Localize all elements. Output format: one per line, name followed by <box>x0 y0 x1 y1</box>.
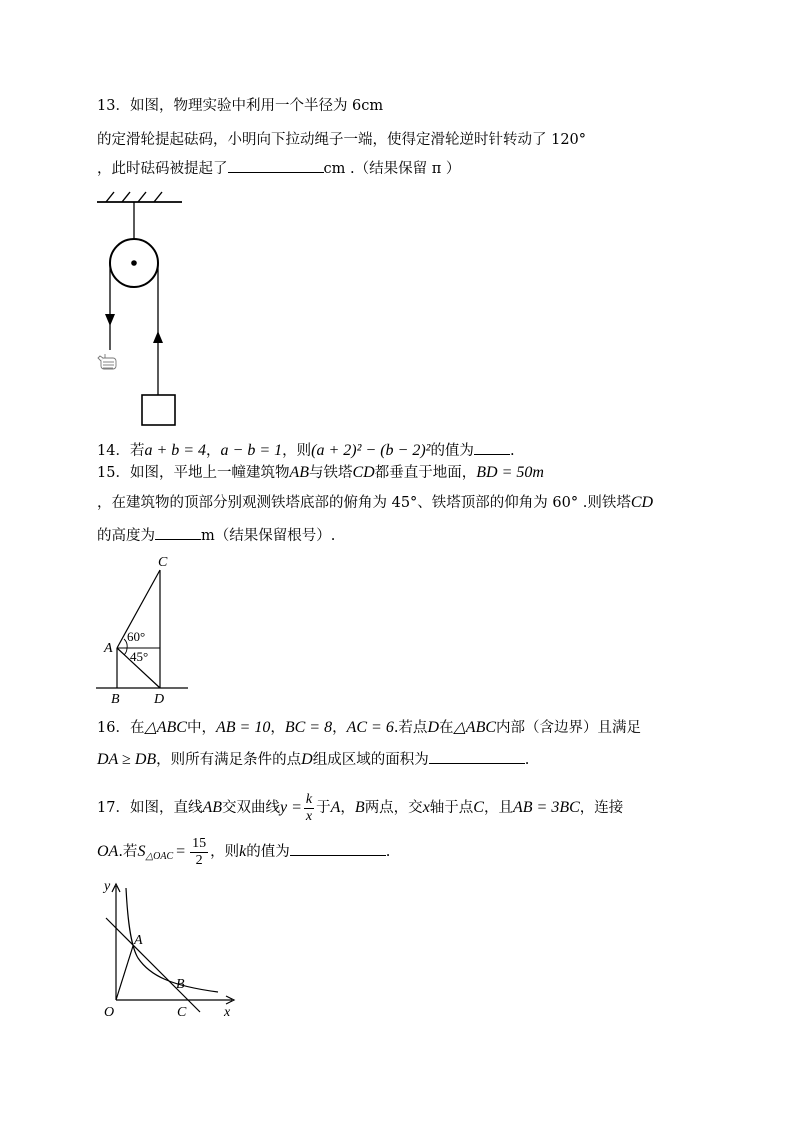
label-angle-60: 60° <box>127 629 146 644</box>
weight-box <box>142 395 175 425</box>
line-AB <box>106 918 200 1012</box>
label-D: D <box>154 692 165 707</box>
q17-answer-blank <box>290 841 386 856</box>
hyperbola-figure <box>94 878 244 1023</box>
label-O: O <box>104 1005 115 1020</box>
q14-answer-blank <box>474 440 510 455</box>
label-angle-45: 45° <box>130 649 149 664</box>
q17-line-1: 17．如图，直线AB交双曲线y = $\frac{k}{x}$ 于A，B两点，交x轴于点C，且AB = 3BC，连接 <box>97 791 624 824</box>
q13-number: 13． <box>97 98 130 114</box>
q17-number: 17． <box>97 800 130 816</box>
q16-number: 16． <box>97 720 130 736</box>
q16-line-1: 16．在△ABC中，AB = 10，BC = 8，AC = 6.若点D在△ABC内部（含边界）且满足 <box>97 719 642 736</box>
segment-OA <box>116 946 133 1000</box>
q15-line-2: ，在建筑物的顶部分别观测铁塔底部的俯角为 45°、铁塔顶部的仰角为 60° .则铁塔CD <box>97 494 654 511</box>
label-y: y <box>104 879 111 894</box>
label-C: C <box>177 1005 187 1020</box>
angle-arc-45 <box>124 648 127 655</box>
q15-answer-blank <box>155 525 201 540</box>
pulley-figure <box>94 190 194 430</box>
ceiling-hatch <box>106 192 162 202</box>
arrow-down-icon <box>105 314 115 326</box>
label-A: A <box>104 641 113 656</box>
arrow-up-icon <box>153 331 163 343</box>
fraction-15-over-2: $\frac{15}{2}$ <box>192 835 207 868</box>
q17-line-2: OA.若$S_{\triangle OAC}$ = $\frac{15}{2}$ ，则k的值为 . <box>97 835 391 868</box>
label-A: A <box>134 933 143 948</box>
label-B: B <box>111 692 120 707</box>
label-B: B <box>176 977 185 992</box>
pulley-axle <box>131 260 137 266</box>
q13-line-3: ，此时砝码被提起了 cm .（结果保留 π ） <box>97 158 460 179</box>
label-C: C <box>158 555 168 570</box>
q15-number: 15． <box>97 465 130 481</box>
q14-number: 14． <box>97 443 130 459</box>
q13-line-2: 的定滑轮提起砝码，小明向下拉动绳子一端，使得定滑轮逆时针转动了 120° <box>97 132 587 148</box>
q13-line-1: 13．如图，物理实验中利用一个半径为 6cm <box>97 98 384 114</box>
tower-figure <box>94 552 194 707</box>
hand-icon <box>98 354 116 369</box>
q15-line-1: 15．如图，平地上一幢建筑物AB与铁塔CD都垂直于地面，BD = 50m <box>97 464 544 481</box>
q13-answer-blank <box>228 158 324 173</box>
label-x: x <box>224 1005 231 1020</box>
q16-line-2: DA ≥ DB，则所有满足条件的点D组成区域的面积为 . <box>97 751 530 768</box>
q14-line: 14．若a + b = 4，a − b = 1，则(a + 2)² − (b − 2)²的值为 . <box>97 442 515 459</box>
q15-line-3: 的高度为 m（结果保留根号）. <box>97 525 335 546</box>
fraction-k-over-x: $\frac{k}{x}$ <box>305 791 313 824</box>
q16-answer-blank <box>429 749 525 764</box>
